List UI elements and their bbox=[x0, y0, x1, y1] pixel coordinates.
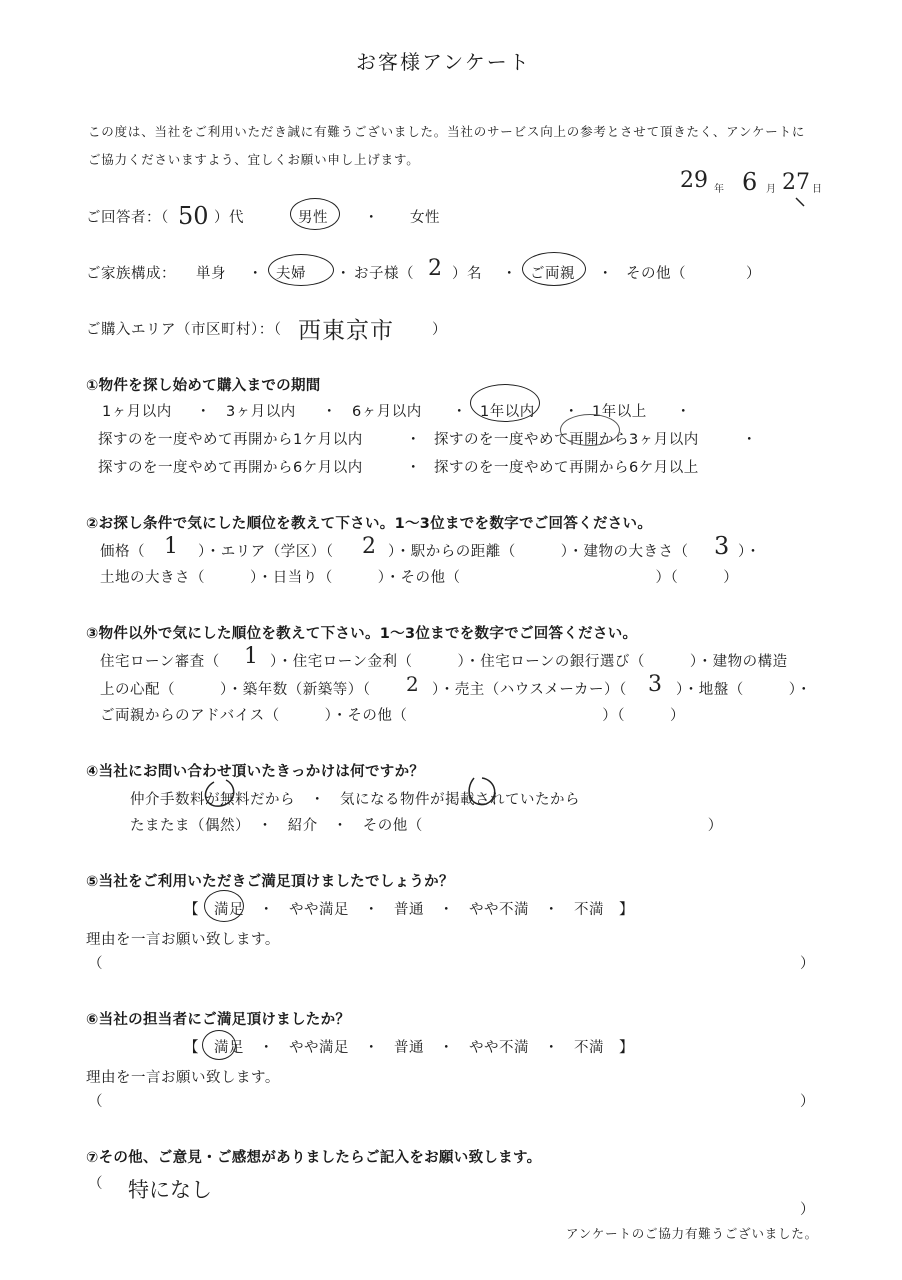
q5-heading: ⑤当社をご利用いただきご満足頂けましたでしょうか？ bbox=[86, 874, 454, 890]
q1-sep: ・ bbox=[322, 404, 337, 420]
date-day-unit: 日 bbox=[812, 184, 823, 195]
children-count[interactable]: 2 bbox=[428, 256, 442, 281]
q2-station-label: ）・駅からの距離（ ）・建物の大きさ（ bbox=[388, 544, 689, 560]
q1-sep: ・ bbox=[196, 404, 211, 420]
q2-price-label: 価格（ bbox=[100, 544, 145, 560]
q7-open: （ bbox=[88, 1176, 103, 1192]
q3-seller-rank[interactable]: 3 bbox=[648, 672, 662, 697]
thank-you-footer: アンケートのご協力有難うございました。 bbox=[566, 1226, 818, 1241]
parents-selected-circle bbox=[522, 252, 586, 286]
q3-loan-review-rank[interactable]: 1 bbox=[244, 644, 258, 669]
q3-line-2a: 上の心配（ ）・築年数（新築等）（ bbox=[100, 682, 371, 698]
respondent-sep: ・ bbox=[364, 210, 379, 226]
q5-reason-open: （ bbox=[88, 956, 103, 972]
q4-line-1[interactable]: 仲介手数料が無料だから ・ 気になる物件が掲載されていたから bbox=[130, 792, 580, 808]
q7-close: ） bbox=[800, 1202, 815, 1218]
q6-satisfied-circle bbox=[202, 1030, 236, 1060]
q4-line-2[interactable]: たまたま（偶然） ・ 紹介 ・ その他（ ） bbox=[130, 818, 723, 834]
q3-line-2c: ）・地盤（ ）・ bbox=[676, 682, 812, 698]
q1-option-6months[interactable]: 6ヶ月以内 bbox=[352, 404, 422, 420]
area-value[interactable]: 西東京市 bbox=[298, 318, 394, 344]
date-day: 27 bbox=[782, 170, 810, 195]
date-year: 29 bbox=[680, 168, 708, 193]
q3-line-1-rest: ）・住宅ローン金利（ ）・住宅ローンの銀行選び（ ）・建物の構造 bbox=[270, 654, 788, 670]
area-label: ご購入エリア（市区町村）：（ bbox=[86, 322, 282, 338]
q1-option-1year[interactable]: 1年以内 bbox=[480, 404, 535, 420]
q6-reason-close: ） bbox=[800, 1094, 815, 1110]
q2-area-rank[interactable]: 2 bbox=[362, 534, 376, 559]
family-sep-1: ・ bbox=[248, 266, 263, 282]
children-label: お子様（ bbox=[354, 266, 414, 282]
q6-heading: ⑥当社の担当者にご満足頂けましたか？ bbox=[86, 1012, 351, 1028]
q6-options[interactable]: 【 満足 ・ やや満足 ・ 普通 ・ やや不満 ・ 不満 】 bbox=[184, 1040, 634, 1056]
q1-sep: ・ bbox=[742, 432, 757, 448]
intro-line-1: この度は、当社をご利用いただき誠に有難うございました。当社のサービス向上の参考とさせて頂きたく、アンケートに bbox=[88, 124, 806, 139]
q1-option-restart-3months[interactable]: 探すのを一度やめて再開から3ヶ月以内 bbox=[434, 432, 699, 448]
option-parents[interactable]: ご両親 bbox=[530, 266, 575, 282]
respondent-age-suffix: ）代 bbox=[214, 210, 244, 226]
option-female[interactable]: 女性 bbox=[410, 210, 440, 226]
q3-loan-review-label: 住宅ローン審査（ bbox=[100, 654, 220, 670]
q1-option-over-1year[interactable]: 1年以上 bbox=[592, 404, 647, 420]
intro-line-2: ご協力くださいますよう、宜しくお願い申し上げます。 bbox=[88, 152, 420, 167]
male-selected-circle bbox=[290, 198, 340, 230]
q1-sep: ・ bbox=[452, 404, 467, 420]
couple-selected-circle bbox=[268, 254, 334, 286]
family-label: ご家族構成： bbox=[86, 266, 176, 282]
q1-sep: ・ bbox=[564, 404, 579, 420]
q1-option-restart-6months[interactable]: 探すのを一度やめて再開から6ケ月以内 bbox=[98, 460, 363, 476]
q2-area-label: ）・エリア（学区）（ bbox=[198, 544, 334, 560]
q2-price-rank[interactable]: 1 bbox=[164, 534, 178, 559]
q5-satisfied-circle bbox=[204, 890, 244, 922]
q2-building-rank[interactable]: 3 bbox=[714, 532, 730, 560]
q1-sep: ・ bbox=[406, 460, 421, 476]
q2-building-close: ）・ bbox=[738, 544, 761, 560]
option-couple[interactable]: 夫婦 bbox=[276, 266, 306, 282]
q2-heading: ②お探し条件で気にした順位を教えて下さい。1～3位までを数字でご回答ください。 bbox=[86, 516, 653, 532]
children-suffix: ）名 bbox=[452, 266, 482, 282]
family-sep-4: ・ bbox=[598, 266, 613, 282]
q1-sep: ・ bbox=[406, 432, 421, 448]
q5-reason-close: ） bbox=[800, 956, 815, 972]
q1-1year-selected-circle bbox=[470, 384, 540, 422]
date-day-tick-mark bbox=[796, 198, 804, 206]
q1-option-1month[interactable]: 1ヶ月以内 bbox=[102, 404, 172, 420]
family-sep-3: ・ bbox=[502, 266, 517, 282]
q6-reason-label: 理由を一言お願い致します。 bbox=[86, 1070, 280, 1086]
q1-option-restart-1month[interactable]: 探すのを一度やめて再開から1ケ月以内 bbox=[98, 432, 363, 448]
q7-answer[interactable]: 特になし bbox=[128, 1178, 212, 1202]
q3-age-rank[interactable]: 2 bbox=[406, 672, 419, 696]
respondent-age[interactable]: 50 bbox=[178, 202, 209, 230]
q4-heading: ④当社にお問い合わせ頂いたきっかけは何ですか？ bbox=[86, 764, 425, 780]
date-month: 6 bbox=[742, 168, 758, 196]
q5-reason-label: 理由を一言お願い致します。 bbox=[86, 932, 280, 948]
q2-line-2: 土地の大きさ（ ）・日当り（ ）・その他（ ）（ ） bbox=[100, 570, 739, 586]
respondent-label: ご回答者：（ bbox=[86, 210, 169, 226]
q1-scribble-circle bbox=[560, 414, 620, 446]
q6-reason-open: （ bbox=[88, 1094, 103, 1110]
q7-heading: ⑦その他、ご意見・ご感想がありましたらご記入をお願い致します。 bbox=[86, 1150, 542, 1166]
q3-heading: ③物件以外で気にした順位を教えて下さい。1～3位までを数字でご回答ください。 bbox=[86, 626, 638, 642]
date-month-unit: 月 bbox=[766, 184, 777, 195]
area-close: ） bbox=[432, 322, 447, 338]
q1-option-restart-over-6months[interactable]: 探すのを一度やめて再開から6ケ月以上 bbox=[434, 460, 699, 476]
option-other-family[interactable]: その他（ ） bbox=[626, 266, 761, 282]
family-sep-2: ・ bbox=[336, 266, 351, 282]
q3-line-2b: ）・売主（ハウスメーカー）（ bbox=[432, 682, 627, 698]
q1-sep: ・ bbox=[676, 404, 691, 420]
q5-options[interactable]: 【 満足 ・ やや満足 ・ 普通 ・ やや不満 ・ 不満 】 bbox=[184, 902, 634, 918]
q3-line-3: ご両親からのアドバイス（ ）・その他（ ）（ ） bbox=[100, 708, 686, 724]
option-male[interactable]: 男性 bbox=[298, 210, 328, 226]
date-year-unit: 年 bbox=[714, 184, 725, 195]
option-single[interactable]: 単身 bbox=[196, 266, 226, 282]
q1-option-3months[interactable]: 3ヶ月以内 bbox=[226, 404, 296, 420]
page-title: お客様アンケート bbox=[356, 50, 531, 74]
q1-heading: ①物件を探し始めて購入までの期間 bbox=[86, 378, 321, 394]
